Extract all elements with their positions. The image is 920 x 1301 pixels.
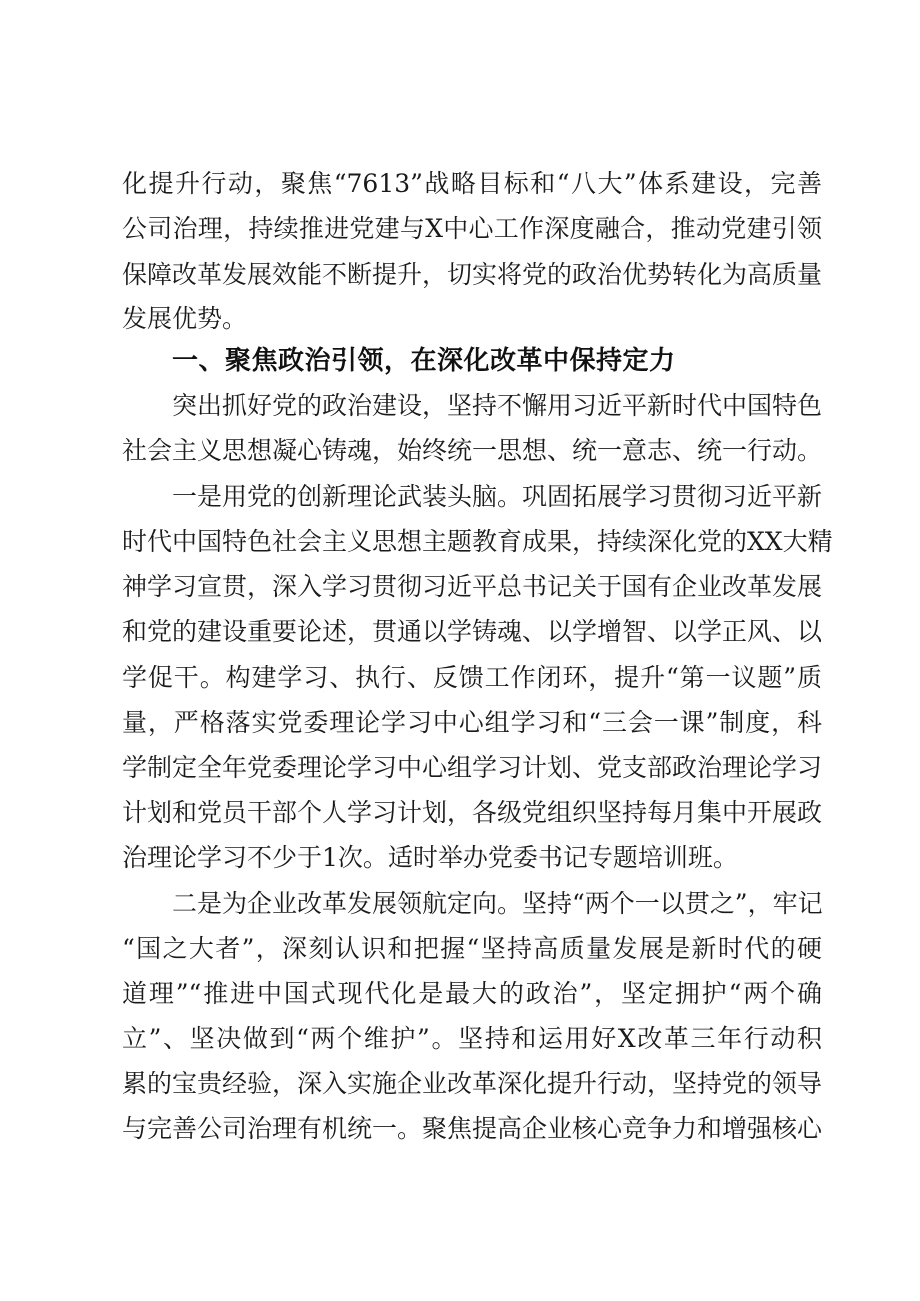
- para3-line-5: 累的宝贵经验，深入实施企业改革深化提升行动，坚持党的领导: [122, 1069, 823, 1098]
- para2-line-8: 计划和党员干部个人学习计划，各级党组织坚持每月集中开展政: [122, 798, 823, 827]
- para2-line-3: 神学习宣贯，深入学习贯彻习近平总书记关于国有企业改革发展: [122, 572, 823, 601]
- para1-line-2: 社会主义思想凝心铸魂，始终统一思想、统一意志、统一行动。: [122, 436, 823, 465]
- para2-line-2: 时代中国特色社会主义思想主题教育成果，持续深化党的XX大精: [122, 527, 833, 556]
- intro-line-4: 发展优势。: [122, 304, 248, 333]
- section-heading: 一、聚焦政治引领，在深化改革中保持定力: [172, 346, 676, 376]
- intro-line-3: 保障改革发展效能不断提升，切实将党的政治优势转化为高质量: [122, 260, 823, 289]
- para3-line-4: 立”、坚决做到“两个维护”。坚持和运用好X改革三年行动积: [122, 1024, 822, 1053]
- intro-line-2: 公司治理，持续推进党建与X中心工作深度融合，推动党建引领: [122, 214, 822, 243]
- para1-line-1: 突出抓好党的政治建设，坚持不懈用习近平新时代中国特色: [172, 391, 823, 420]
- para3-line-3: 道理”“推进中国式现代化是最大的政治”，坚定拥护“两个确: [122, 979, 822, 1008]
- para2-line-1: 一是用党的创新理论武装头脑。巩固拓展学习贯彻习近平新: [172, 482, 823, 511]
- para3-line-6: 与完善公司治理有机统一。聚焦提高企业核心竞争力和增强核心: [122, 1114, 823, 1143]
- para2-line-4: 和党的建设重要论述，贯通以学铸魂、以学增智、以学正风、以: [122, 617, 823, 646]
- para2-line-7: 学制定全年党委理论学习中心组学习计划、党支部政治理论学习: [122, 753, 823, 782]
- para2-line-6: 量，严格落实党委理论学习中心组学习和“三会一课”制度，科: [122, 708, 822, 737]
- para3-line-1: 二是为企业改革发展领航定向。坚持“两个一以贯之”，牢记: [172, 889, 823, 918]
- para2-line-5: 学促干。构建学习、执行、反馈工作闭环，提升“第一议题”质: [122, 663, 822, 692]
- intro-line-1: 化提升行动，聚焦“7613”战略目标和“八大”体系建设，完善: [122, 169, 822, 198]
- para2-line-9: 治理论学习不少于1次。适时举办党委书记专题培训班。: [122, 843, 738, 872]
- para3-line-2: “国之大者”，深刻认识和把握“坚持高质量发展是新时代的硬: [122, 934, 822, 963]
